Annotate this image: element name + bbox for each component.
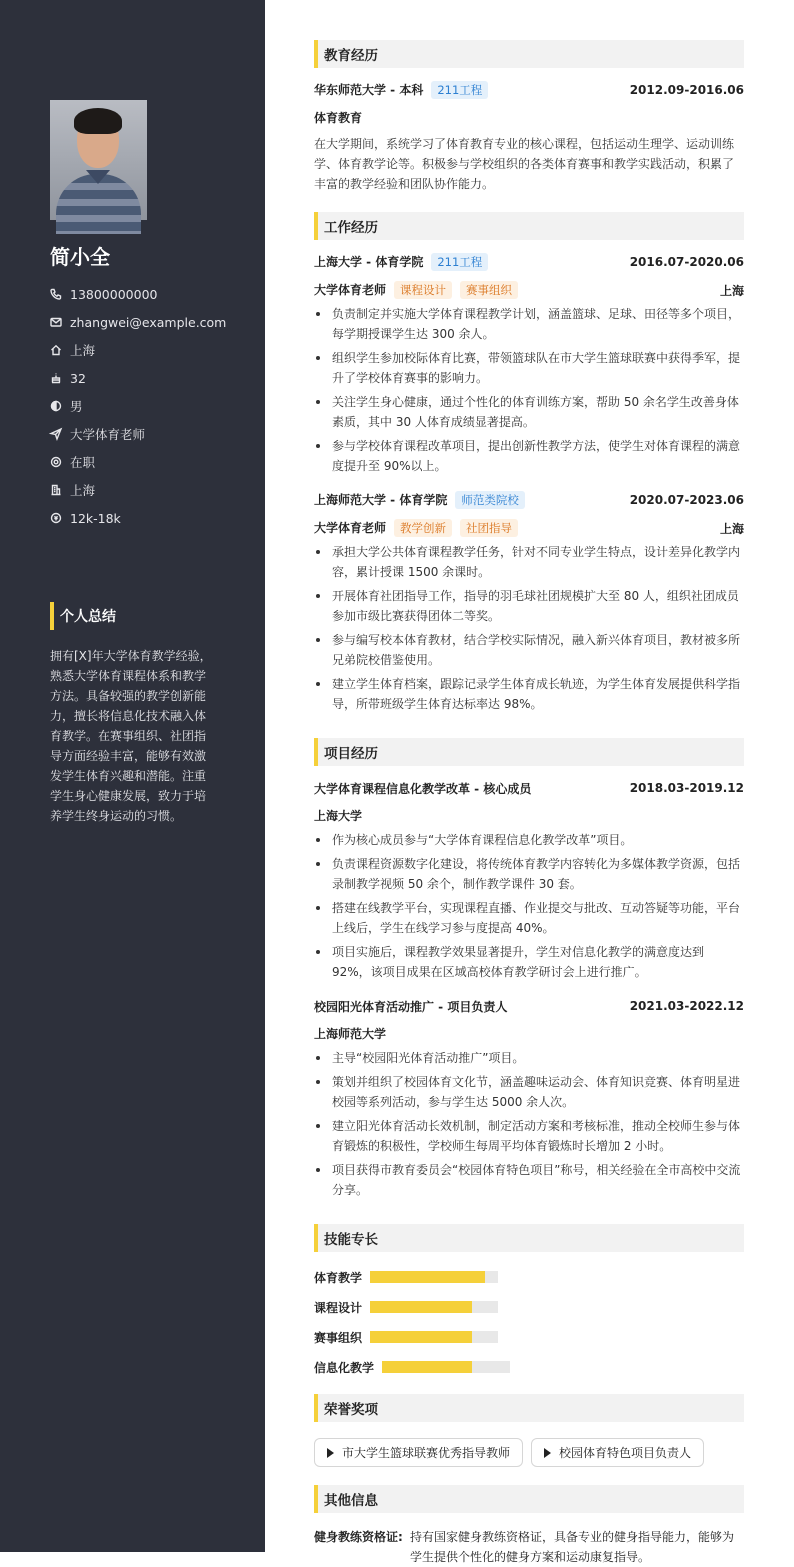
info-salary-value: 12k-18k <box>70 510 121 526</box>
job-2 <box>314 490 744 714</box>
job-2-role-row <box>314 518 744 538</box>
education-desc: 在大学期间，系统学习了体育教育专业的核心课程，包括运动生理学、运动训练学、体育教学论等。积极参与学校组织的各类体育赛事和教学实践活动，积累了丰富的教学经验和团队协作能力。 <box>314 137 735 191</box>
education-tag: 211工程 <box>431 81 488 99</box>
skill-bar-fill <box>370 1331 472 1343</box>
job-2-company-wrap <box>314 491 525 509</box>
home-icon <box>50 344 62 356</box>
job-1-bullets <box>314 304 744 476</box>
info-email <box>50 308 226 336</box>
job-2-role: 大学体育老师 <box>314 521 387 535</box>
project-1-header <box>314 778 744 798</box>
other-title: 其他信息 <box>314 1485 744 1513</box>
job-1-header <box>314 252 744 272</box>
info-location-value: 上海 <box>70 343 96 358</box>
project-1-date: 2018.03-2019.12 <box>629 781 744 795</box>
skill-bar-fill <box>382 1361 472 1373</box>
job-2-bullets <box>314 542 744 714</box>
skill-bar <box>370 1271 498 1283</box>
mail-icon <box>50 316 62 328</box>
project-2 <box>314 996 744 1200</box>
job-2-date: 2020.07-2023.06 <box>629 493 744 507</box>
list-item: 组织学生参加校际体育比赛，带领篮球队在市大学生篮球联赛中获得季军，提升了学校体育赛事的影响力。 <box>314 348 744 388</box>
project-2-header <box>314 996 744 1016</box>
list-item: 开展体育社团指导工作，指导的羽毛球社团规模扩大至 80 人，组织社团成员参加市级比赛获得团体二等奖。 <box>314 586 744 626</box>
info-gender-value: 男 <box>70 399 83 414</box>
job-1-tag: 211工程 <box>431 253 488 271</box>
honors-title: 荣誉奖项 <box>314 1394 744 1422</box>
building-icon <box>50 484 62 496</box>
education-major: 体育教育 <box>314 111 363 125</box>
list-item: 参与编写校本体育教材，结合学校实际情况，融入新兴体育项目，教材被多所兄弟院校借鉴使用。 <box>314 630 744 670</box>
info-status-value: 在职 <box>70 455 96 470</box>
skill-item <box>314 1322 535 1352</box>
job-1-skill-tag: 赛事组织 <box>460 281 518 299</box>
project-1-org: 上海大学 <box>314 809 363 823</box>
other-row <box>314 1527 744 1567</box>
info-salary <box>50 504 226 532</box>
education-header <box>314 80 744 100</box>
project-1 <box>314 778 744 982</box>
list-item: 项目实施后，课程教学效果显著提升，学生对信息化教学的满意度达到 92%，该项目成果在区域高校体育教学研讨会上进行推广。 <box>314 942 744 982</box>
project-1-name: 大学体育课程信息化教学改革 - 核心成员 <box>314 781 532 796</box>
job-1-role-wrap <box>314 281 518 299</box>
list-item: 参与学校体育课程改革项目，提出创新性教学方法，使学生对体育课程的满意度提升至 90%以上。 <box>314 436 744 476</box>
education-date: 2012.09-2016.06 <box>629 83 744 97</box>
projects-title: 项目经历 <box>314 738 744 766</box>
job-1-company-wrap <box>314 253 488 271</box>
honor-item <box>531 1438 704 1467</box>
info-location <box>50 336 226 364</box>
info-email-value: zhangwei@example.com <box>70 314 227 330</box>
list-item: 项目获得市教育委员会“校园体育特色项目”称号，相关经验在全市高校中交流分享。 <box>314 1160 744 1200</box>
skill-label: 信息化教学 <box>314 1360 375 1375</box>
honors-list <box>314 1438 744 1467</box>
sidebar <box>0 0 265 1552</box>
play-icon <box>544 1448 551 1458</box>
job-2-company: 上海师范大学 - 体育学院 <box>314 493 448 507</box>
list-item: 负责制定并实施大学体育课程教学计划，涵盖篮球、足球、田径等多个项目，每学期授课学生达 300 余人。 <box>314 304 744 344</box>
cake-icon <box>50 372 62 384</box>
info-phone-value: 13800000000 <box>70 286 158 302</box>
info-age <box>50 364 226 392</box>
skill-item <box>314 1352 535 1382</box>
profile-photo <box>50 100 147 220</box>
summary-text: 拥有[X]年大学体育教学经验，熟悉大学体育课程体系和教学方法。具备较强的教学创新能力，擅长将信息化技术融入体育教学。在赛事组织、社团指导方面经验丰富，能够有效激发学生体育兴趣和潜能。注重学生身心健康发展，致力于培养学生终身运动的习惯。 <box>50 649 212 823</box>
skill-bar <box>370 1331 498 1343</box>
info-city <box>50 476 226 504</box>
candidate-name: 简小全 <box>50 245 110 269</box>
job-1-company: 上海大学 - 体育学院 <box>314 255 424 269</box>
education-school-wrap <box>314 81 488 99</box>
project-2-bullets <box>314 1048 744 1200</box>
education-school: 华东师范大学 - 本科 <box>314 83 424 97</box>
project-2-org: 上海师范大学 <box>314 1027 387 1041</box>
skill-label: 赛事组织 <box>314 1330 363 1345</box>
main-content <box>314 40 744 1567</box>
other-label: 健身教练资格证: <box>314 1530 403 1544</box>
skill-item <box>314 1262 535 1292</box>
salary-icon <box>50 512 62 524</box>
info-position <box>50 420 226 448</box>
job-2-role-wrap <box>314 519 518 537</box>
job-1-city: 上海 <box>719 283 744 298</box>
status-icon <box>50 456 62 468</box>
list-item: 主导“校园阳光体育活动推广”项目。 <box>314 1048 744 1068</box>
info-status <box>50 448 226 476</box>
job-2-skill-tag: 教学创新 <box>394 519 452 537</box>
list-item: 关注学生身心健康，通过个性化的体育训练方案，帮助 50 余名学生改善身体素质，其中 30 人体育成绩显著提高。 <box>314 392 744 432</box>
info-age-value: 32 <box>70 370 86 386</box>
skill-bar <box>382 1361 510 1373</box>
info-position-value: 大学体育老师 <box>70 427 146 442</box>
list-item: 策划并组织了校园体育文化节，涵盖趣味运动会、体育知识竞赛、体育明星进校园等系列活动，参与学生达 5000 余人次。 <box>314 1072 744 1112</box>
skill-label: 体育教学 <box>314 1270 363 1285</box>
job-1 <box>314 252 744 476</box>
list-item: 负责课程资源数字化建设，将传统体育教学内容转化为多媒体教学资源，包括录制教学视频 50 余个，制作教学课件 30 套。 <box>314 854 744 894</box>
job-2-tag: 师范类院校 <box>455 491 525 509</box>
gender-icon <box>50 400 62 412</box>
send-icon <box>50 428 62 440</box>
honor-label: 校园体育特色项目负责人 <box>559 1446 692 1460</box>
list-item: 建立阳光体育活动长效机制，制定活动方案和考核标准，推动全校师生参与体育锻炼的积极性，学校师生每周平均体育锻炼时长增加 2 小时。 <box>314 1116 744 1156</box>
phone-icon <box>50 288 62 300</box>
skill-bar <box>370 1301 498 1313</box>
info-gender <box>50 392 226 420</box>
job-1-role: 大学体育老师 <box>314 283 387 297</box>
skills-list <box>314 1262 744 1382</box>
contact-info <box>50 280 226 532</box>
job-1-skill-tag: 课程设计 <box>394 281 452 299</box>
job-2-city: 上海 <box>719 521 744 536</box>
skill-label: 课程设计 <box>314 1300 363 1315</box>
education-title: 教育经历 <box>314 40 744 68</box>
skill-bar-fill <box>370 1271 485 1283</box>
work-title: 工作经历 <box>314 212 744 240</box>
job-2-skill-tag: 社团指导 <box>460 519 518 537</box>
list-item: 建立学生体育档案，跟踪记录学生体育成长轨迹，为学生体育发展提供科学指导，所带班级学生体育达标率达 98%。 <box>314 674 744 714</box>
summary-title: 个人总结 <box>50 602 116 630</box>
project-1-bullets <box>314 830 744 982</box>
job-2-header <box>314 490 744 510</box>
skills-title: 技能专长 <box>314 1224 744 1252</box>
project-2-name: 校园阳光体育活动推广 - 项目负责人 <box>314 999 508 1014</box>
info-phone <box>50 280 226 308</box>
honor-item <box>314 1438 523 1467</box>
skill-bar-fill <box>370 1301 472 1313</box>
list-item: 承担大学公共体育课程教学任务，针对不同专业学生特点，设计差异化教学内容，累计授课 1500 余课时。 <box>314 542 744 582</box>
project-2-date: 2021.03-2022.12 <box>629 999 744 1013</box>
other-text: 持有国家健身教练资格证，具备专业的健身指导能力，能够为学生提供个性化的健身方案和运动康复指导。 <box>410 1530 735 1564</box>
play-icon <box>327 1448 334 1458</box>
skill-item <box>314 1292 535 1322</box>
list-item: 搭建在线教学平台，实现课程直播、作业提交与批改、互动答疑等功能，平台上线后，学生在线学习参与度提高 40%。 <box>314 898 744 938</box>
job-1-role-row <box>314 280 744 300</box>
honor-label: 市大学生篮球联赛优秀指导教师 <box>342 1446 511 1460</box>
list-item: 作为核心成员参与“大学体育课程信息化教学改革”项目。 <box>314 830 744 850</box>
info-city-value: 上海 <box>70 483 96 498</box>
job-1-date: 2016.07-2020.06 <box>629 255 744 269</box>
